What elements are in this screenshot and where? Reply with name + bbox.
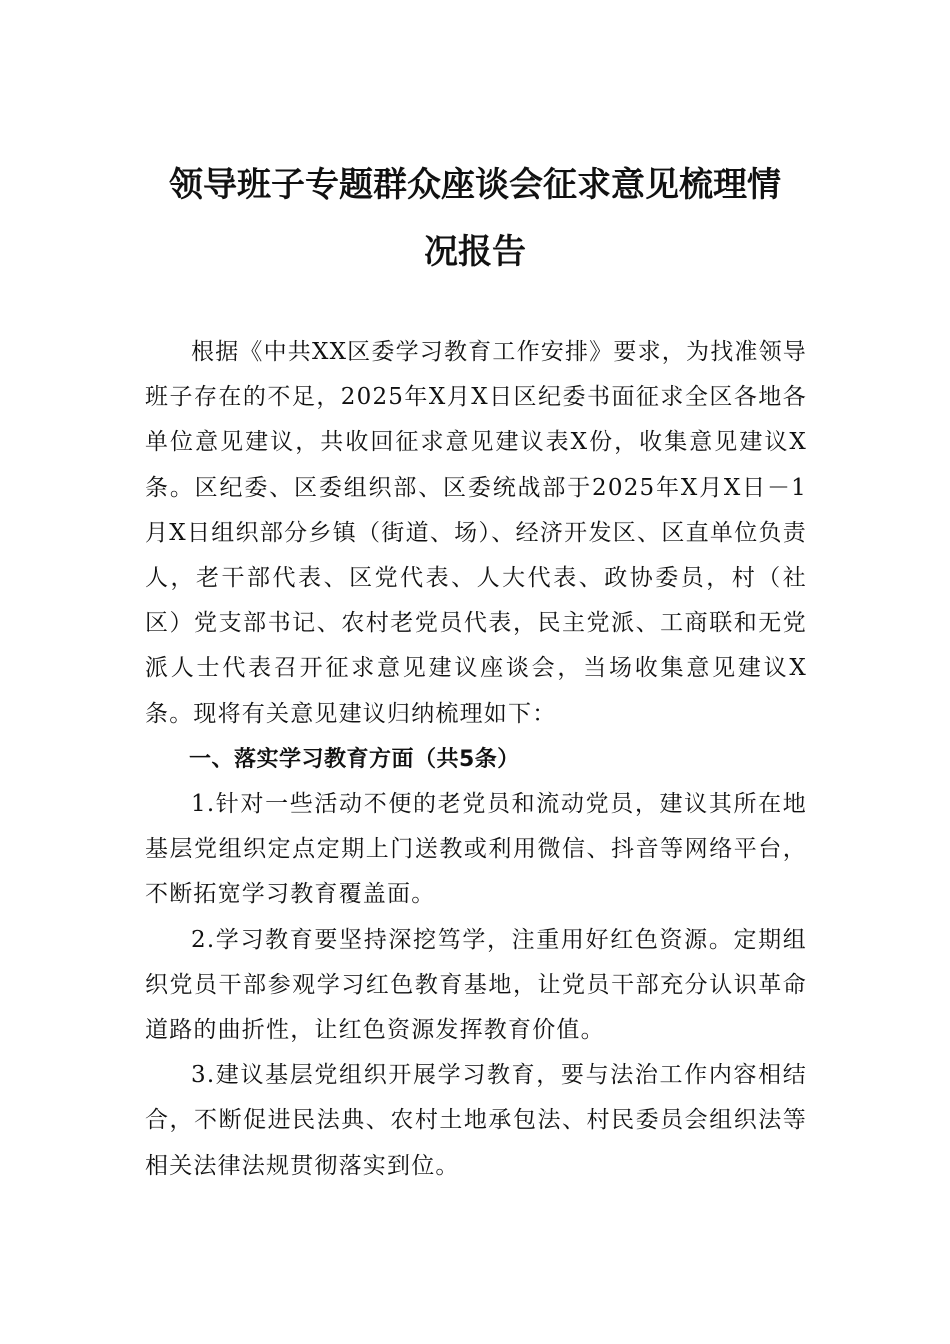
section-heading: 一、落实学习教育方面（共5条）: [189, 746, 520, 772]
intro-paragraph: 根据《中共XX区委学习教育工作安排》要求，为找准领导班子存在的不足，2025年X月X日区纪委书面征求全区各地各单位意见建议，共收回征求意见建议表X份，收集意见建议X条。区纪委、区委组织部、区委统战部于2025年X月X日－1月X日组织部分乡镇（街道、场）、经济开发区、区直单位负责人，老干部代表、区党代表、人大代表、政协委员，村（社区）党支部书记、农村老党员代表，民主党派、工商联和无党派人士代表召开征求意见建议座谈会，当场收集意见建议X条。现将有关意见建议归纳梳理如下：: [145, 339, 807, 727]
document-title-line-2: 况报告: [424, 232, 526, 272]
item-paragraph-3: 3.建议基层党组织开展学习教育，要与法治工作内容相结合，不断促进民法典、农村土地承包法、村民委员会组织法等相关法律法规贯彻落实到位。: [145, 1062, 807, 1179]
document-title-line-1: 领导班子专题群众座谈会征求意见梳理情: [169, 165, 781, 205]
item-paragraph-1: 1.针对一些活动不便的老党员和流动党员，建议其所在地基层党组织定点定期上门送教或利用微信、抖音等网络平台，不断拓宽学习教育覆盖面。: [145, 791, 807, 908]
document-body: [145, 330, 807, 1189]
item-paragraph-2: 2.学习教育要坚持深挖笃学，注重用好红色资源。定期组织党员干部参观学习红色教育基地，让党员干部充分认识革命道路的曲折性，让红色资源发挥教育价值。: [145, 926, 807, 1044]
